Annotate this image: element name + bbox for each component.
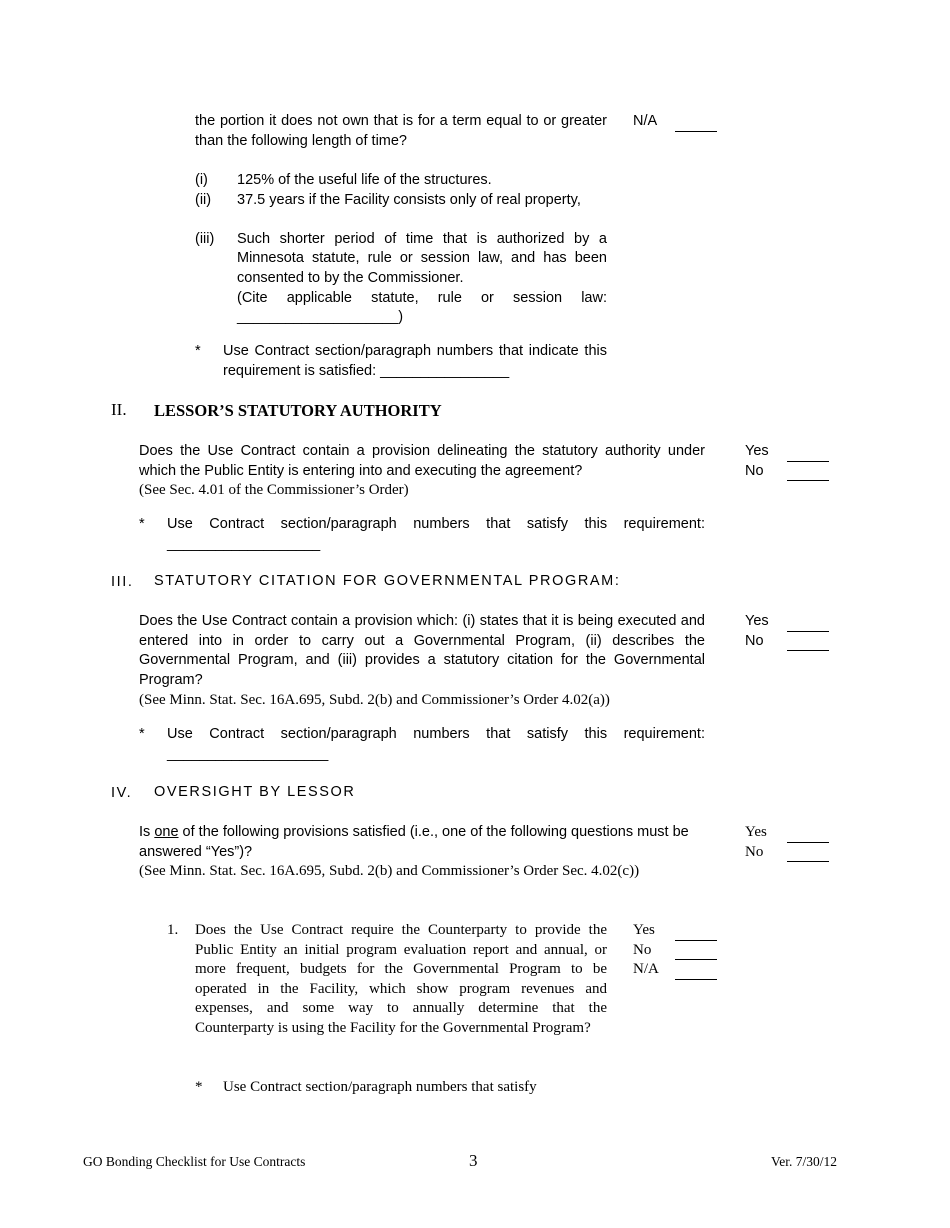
page-number: 3 xyxy=(469,1151,478,1170)
no-blank[interactable] xyxy=(675,945,717,960)
section-2-answers: Yes No xyxy=(745,442,829,481)
section-4-question: Is one of the following provisions satisfied (i.e., one of the following questions must be answered “Yes”)? xyxy=(139,824,689,860)
no-blank[interactable] xyxy=(787,636,829,651)
list-item: (i) 125% of the useful life of the structures. xyxy=(195,172,492,188)
footer-left: GO Bonding Checklist for Use Contracts xyxy=(83,1154,306,1169)
section-3-star-note: * Use Contract section/paragraph numbers that satisfy this requirement: ____________________ xyxy=(139,726,705,762)
section-2-heading: II. LESSOR’S STATUTORY AUTHORITY xyxy=(111,400,442,420)
section-2-question: Does the Use Contract contain a provision delineating the statutory authority under which the Public Entity is entering into and executing the agreement? xyxy=(139,443,705,479)
section-4-heading: IV. OVERSIGHT BY LESSOR xyxy=(111,784,356,801)
section-2-reference: (See Sec. 4.01 of the Commissioner’s Order) xyxy=(139,482,409,498)
list-item: (iii) Such shorter period of time that is authorized by a Minnesota statute, rule or session law, and has been consented to by the Commissioner. xyxy=(195,230,607,286)
section-4-star-note: * Use Contract section/paragraph numbers that satisfy xyxy=(195,1079,537,1095)
footer-version: Ver. 7/30/12 xyxy=(771,1154,837,1169)
list-item: (ii) 37.5 years if the Facility consists only of real property, xyxy=(195,191,581,208)
na-blank[interactable] xyxy=(675,965,717,980)
section-2-star-note: * Use Contract section/paragraph numbers that satisfy this requirement: ___________________ xyxy=(139,516,705,552)
item-1-answers: Yes No N/A xyxy=(633,921,717,980)
no-blank[interactable] xyxy=(787,466,829,481)
yes-blank[interactable] xyxy=(787,617,829,632)
cite-line: (Cite applicable statute, rule or session law: ____________________) xyxy=(237,289,607,326)
section-4-item-1: 1. Does the Use Contract require the Counterparty to provide the Public Entity an initial program evaluation report and annual, or more frequent, budgets for the Governmental Program to be operated in the Facility, which show program revenues and expenses, and some way to annually determine that the Counterparty is using the Facility for the Governmental Program? xyxy=(167,922,607,1036)
length-options-list xyxy=(195,171,607,331)
yes-blank[interactable] xyxy=(787,828,829,843)
section-3-question: Does the Use Contract contain a provision which: (i) states that it is being executed and entered into in order to carry out a Governmental Program, (ii) describes the Governmental Program, and (iii) provides a statutory citation for the Governmental Program? xyxy=(139,613,705,688)
section-4-answers: Yes No xyxy=(745,823,829,862)
top-star-note: * Use Contract section/paragraph numbers that indicate this requirement is satisfied: ________________ xyxy=(195,343,607,379)
section-3-reference: (See Minn. Stat. Sec. 16A.695, Subd. 2(b) and Commissioner’s Order 4.02(a)) xyxy=(139,692,610,708)
section-3-heading: III. STATUTORY CITATION FOR GOVERNMENTAL PROGRAM: xyxy=(111,573,621,590)
na-label: N/A xyxy=(633,113,658,129)
section-3-answers: Yes No xyxy=(745,612,829,651)
section-4-reference: (See Minn. Stat. Sec. 16A.695, Subd. 2(b) and Commissioner’s Order Sec. 4.02(c)) xyxy=(139,863,640,879)
na-answer xyxy=(633,112,717,132)
continued-question: the portion it does not own that is for a term equal to or greater than the following length of time? xyxy=(195,113,607,149)
yes-blank[interactable] xyxy=(675,926,717,941)
no-blank[interactable] xyxy=(787,847,829,862)
na-blank[interactable] xyxy=(675,117,717,132)
yes-blank[interactable] xyxy=(787,447,829,462)
